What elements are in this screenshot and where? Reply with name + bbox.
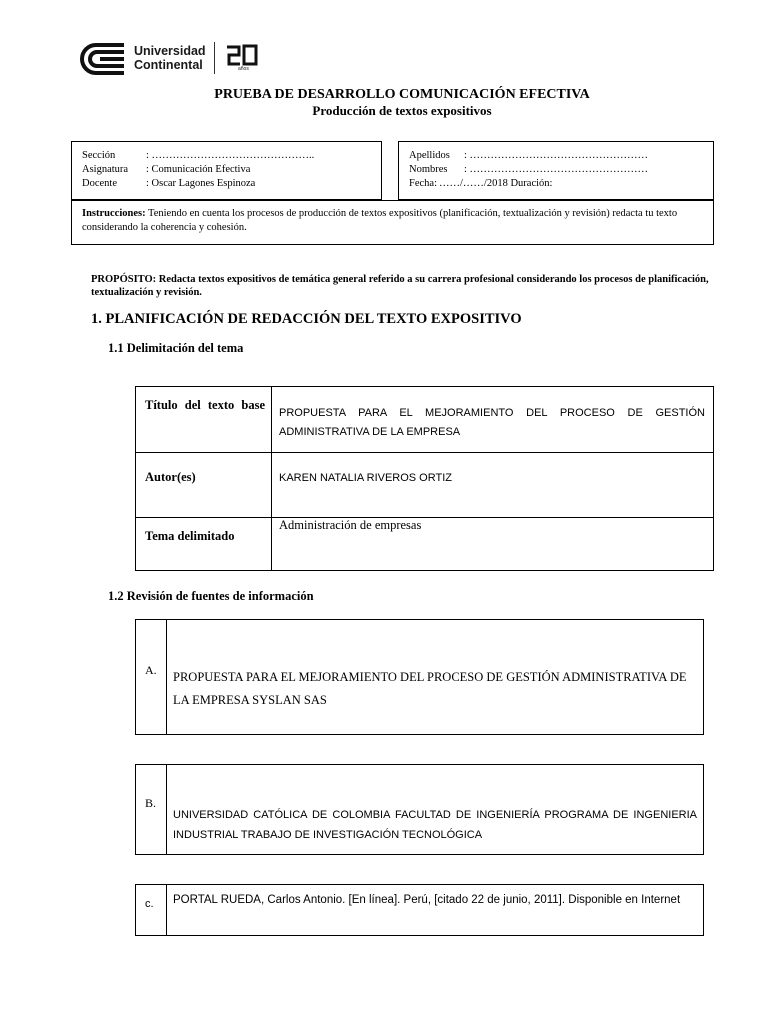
tema-row-label-tema: Tema delimitado (145, 529, 235, 543)
info-row-apellidos[interactable]: Apellidos : …………………………………………… (409, 150, 649, 161)
fuente-col-divider (166, 765, 167, 854)
instructions-box (71, 200, 714, 245)
university-name: Universidad Continental (134, 44, 206, 72)
student-info-box-right (398, 141, 714, 200)
universidad-continental-logo-icon (80, 42, 128, 76)
student-info-box-left (71, 141, 382, 200)
20-anos-emblem-icon (225, 43, 259, 67)
fuente-box-c (135, 884, 704, 936)
tema-table-row-divider (135, 517, 714, 518)
fuente-box-a (135, 619, 704, 735)
tema-table (135, 386, 714, 571)
info-row-docente: Docente : Oscar Lagones Espinoza (82, 178, 256, 189)
fuente-col-divider (166, 885, 167, 935)
fuente-letter-b: B. (145, 796, 157, 810)
section-1-heading: 1. PLANIFICACIÓN DE REDACCIÓN DEL TEXTO EXPOSITIVO (91, 311, 522, 327)
info-row-asignatura: Asignatura : Comunicación Efectiva (82, 164, 251, 175)
info-row-fecha[interactable]: Fecha: ……/……/2018 Duración: (409, 178, 553, 189)
fuente-letter-a: A. (145, 663, 157, 677)
tema-row-value-titulo: PROPUESTA PARA EL MEJORAMIENTO DEL PROCESO DE GESTIÓN ADMINISTRATIVA DE LA EMPRESA (279, 407, 705, 438)
fuente-col-divider (166, 620, 167, 734)
instructions-text: Instrucciones: Teniendo en cuenta los procesos de producción de textos expositivos (planificación, textualización y revisión) redacta tu texto considerando la coherencia y cohesión. (82, 208, 678, 233)
university-logo (80, 40, 280, 80)
info-row-nombres[interactable]: Nombres : …………………………………………… (409, 164, 649, 175)
tema-table-col-divider (271, 386, 272, 571)
logo-divider (214, 42, 215, 74)
tema-row-label-titulo: Título del texto base (145, 398, 265, 412)
tema-row-value-autor: KAREN NATALIA RIVEROS ORTIZ (279, 472, 452, 484)
anniversary-label: años (238, 66, 249, 72)
subsection-1-2-heading: 1.2 Revisión de fuentes de información (108, 589, 314, 603)
fuente-text-b: UNIVERSIDAD CATÓLICA DE COLOMBIA FACULTAD DE INGENIERÍA PROGRAMA DE INGENIERIA INDUSTRIAL TRABAJO DE INVESTIGACIÓN TECNOLÓGICA (173, 809, 697, 841)
proposito-text: PROPÓSITO: Redacta textos expositivos de temática general referido a su carrera profesional considerando los procesos de planificación, textualización y revisión. (91, 274, 709, 298)
info-row-seccion: Sección : ……………………………………….. (82, 150, 315, 161)
page-title: PRUEBA DE DESARROLLO COMUNICACIÓN EFECTIVA (214, 87, 590, 102)
fuente-box-b (135, 764, 704, 855)
tema-row-label-autor: Autor(es) (145, 470, 196, 484)
fuente-letter-c: c. (145, 898, 154, 910)
fuente-text-c: PORTAL RUEDA, Carlos Antonio. [En línea]. Perú, [citado 22 de junio, 2011]. Disponible en Internet (173, 894, 681, 906)
tema-table-row-divider (135, 452, 714, 453)
fuente-text-a: PROPUESTA PARA EL MEJORAMIENTO DEL PROCESO DE GESTIÓN ADMINISTRATIVA DE LA EMPRESA SYSLAN SAS (173, 670, 687, 707)
tema-row-value-tema: Administración de empresas (279, 518, 422, 532)
subsection-1-1-heading: 1.1 Delimitación del tema (108, 341, 244, 355)
page-subtitle: Producción de textos expositivos (312, 103, 492, 118)
